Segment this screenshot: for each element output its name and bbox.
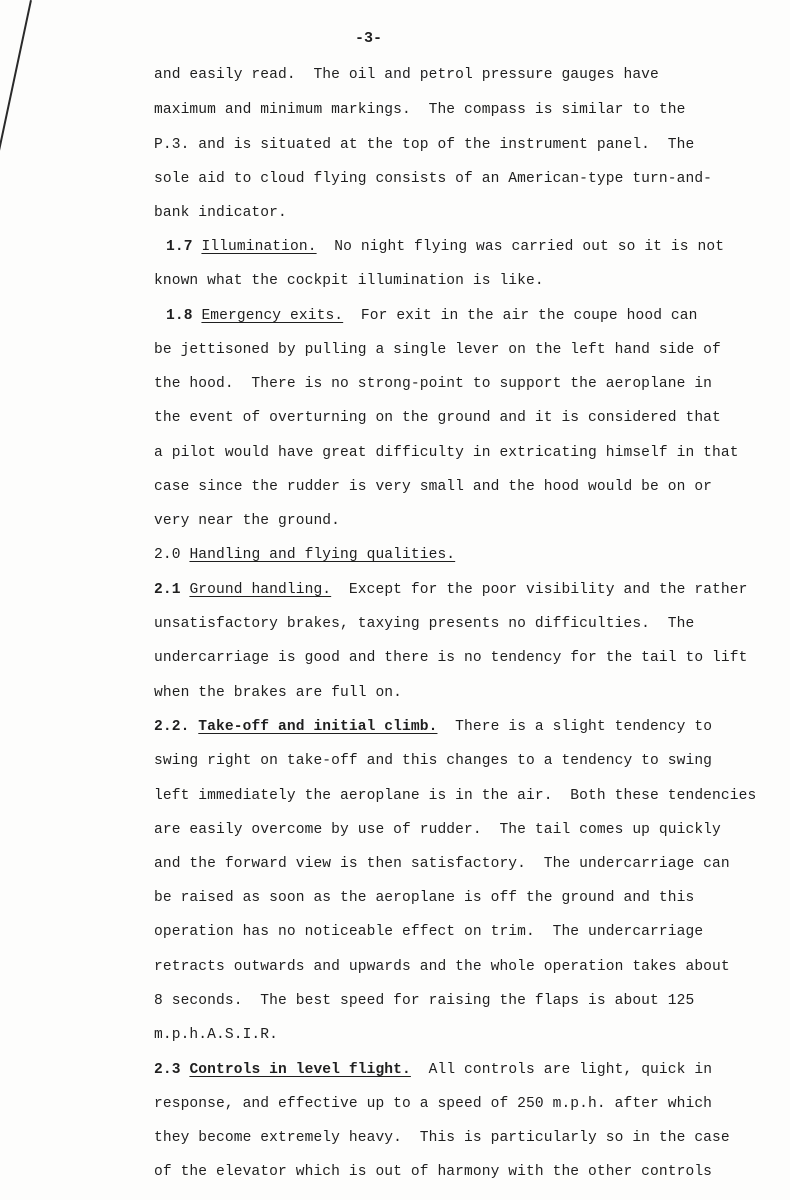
text-line: bank indicator.	[154, 205, 287, 221]
text-line: when the brakes are full on.	[154, 685, 403, 701]
scan-edge-mark	[0, 0, 32, 206]
text-line: maximum and minimum markings. The compass is similar to the	[154, 102, 686, 118]
section-number: 2.3	[154, 1062, 181, 1078]
text-line: very near the ground.	[154, 513, 341, 529]
section-heading: Take-off and initial climb.	[198, 719, 438, 735]
text-line: they become extremely heavy. This is particularly so in the case	[154, 1130, 730, 1146]
text-line: of the elevator which is out of harmony with the other controls	[154, 1164, 713, 1180]
section-heading: Handling and flying qualities.	[189, 547, 456, 563]
text-line: response, and effective up to a speed of 250 m.p.h. after which	[154, 1096, 713, 1112]
text-line: and the forward view is then satisfactory. The undercarriage can	[154, 856, 730, 872]
section-heading: Controls in level flight.	[189, 1062, 411, 1078]
text-line: and easily read. The oil and petrol pressure gauges have	[154, 67, 659, 83]
text-line: retracts outwards and upwards and the whole operation takes about	[154, 959, 730, 975]
section-2-3: 2.3 Controls in level flight. All controls are light, quick in	[154, 1062, 713, 1078]
text-line: a pilot would have great difficulty in extricating himself in that	[154, 445, 739, 461]
section-number: 1.7	[166, 239, 193, 255]
section-heading: Illumination.	[201, 239, 317, 255]
section-2-2: 2.2. Take-off and initial climb. There is a slight tendency to	[154, 719, 713, 735]
text-line: the event of overturning on the ground and it is considered that	[154, 410, 721, 426]
section-number: 2.1	[154, 582, 181, 598]
page-number: -3-	[355, 30, 383, 47]
text-line: the hood. There is no strong-point to support the aeroplane in	[154, 376, 713, 392]
section-1-7: 1.7 Illumination. No night flying was carried out so it is not	[166, 239, 725, 255]
section-number: 2.0	[154, 547, 181, 563]
section-2-1: 2.1 Ground handling. Except for the poor visibility and the rather	[154, 582, 748, 598]
section-2-0	[154, 548, 455, 563]
text-line: known what the cockpit illumination is like.	[154, 273, 544, 289]
text-line: sole aid to cloud flying consists of an American-type turn-and-	[154, 171, 713, 187]
text-line: P.3. and is situated at the top of the instrument panel. The	[154, 137, 695, 153]
text-line: 8 seconds. The best speed for raising the flaps is about 125	[154, 993, 695, 1009]
text-line: unsatisfactory brakes, taxying presents no difficulties. The	[154, 616, 695, 632]
text-line: undercarriage is good and there is no tendency for the tail to lift	[154, 650, 748, 666]
text-line: be raised as soon as the aeroplane is off the ground and this	[154, 890, 695, 906]
text-line: case since the rudder is very small and the hood would be on or	[154, 479, 713, 495]
section-number: 2.2.	[154, 719, 190, 735]
section-heading: Emergency exits.	[201, 308, 344, 324]
section-number: 1.8	[166, 308, 193, 324]
section-heading: Ground handling.	[189, 582, 332, 598]
text-line: left immediately the aeroplane is in the air. Both these tendencies	[154, 788, 757, 804]
text-line: swing right on take-off and this changes to a tendency to swing	[154, 753, 713, 769]
text-line: be jettisoned by pulling a single lever on the left hand side of	[154, 342, 721, 358]
section-1-8: 1.8 Emergency exits. For exit in the air the coupe hood can	[166, 308, 698, 324]
text-line: m.p.h.A.S.I.R.	[154, 1027, 279, 1043]
text-line: are easily overcome by use of rudder. The tail comes up quickly	[154, 822, 721, 838]
text-line: operation has no noticeable effect on trim. The undercarriage	[154, 924, 704, 940]
